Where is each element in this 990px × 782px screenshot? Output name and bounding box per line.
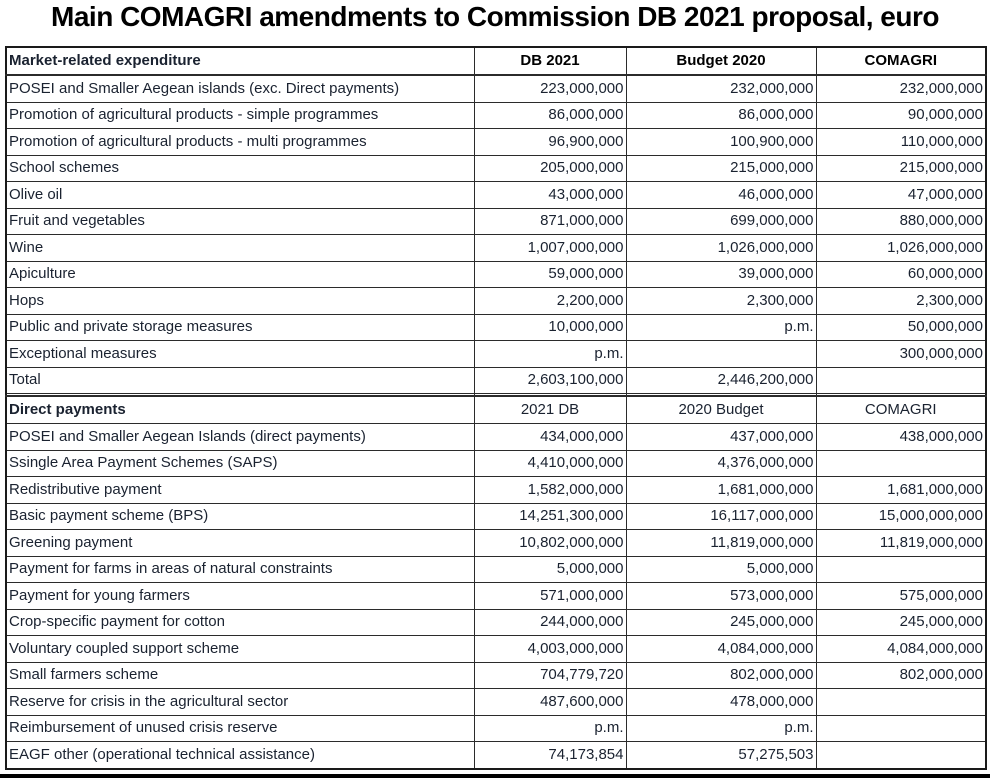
value-cell: 96,900,000: [474, 129, 626, 156]
row-label: Promotion of agricultural products - simple programmes: [6, 102, 474, 129]
value-cell: 2,446,200,000: [626, 367, 816, 394]
value-cell: 47,000,000: [816, 182, 986, 209]
row-label: Small farmers scheme: [6, 662, 474, 689]
value-cell: 5,000,000: [474, 556, 626, 583]
row-label: Olive oil: [6, 182, 474, 209]
value-cell: 46,000,000: [626, 182, 816, 209]
value-cell: 215,000,000: [816, 155, 986, 182]
page-title: Main COMAGRI amendments to Commission DB 2021 proposal, euro: [51, 1, 939, 32]
value-cell: 1,007,000,000: [474, 235, 626, 262]
value-cell: 478,000,000: [626, 689, 816, 716]
column-header: COMAGRI: [816, 47, 986, 75]
value-cell: 232,000,000: [816, 75, 986, 102]
table-row: [6, 609, 986, 636]
value-cell: 4,084,000,000: [816, 636, 986, 663]
value-cell: p.m.: [474, 341, 626, 368]
row-label: Payment for young farmers: [6, 583, 474, 610]
value-cell: 74,173,854: [474, 742, 626, 769]
value-cell: 487,600,000: [474, 689, 626, 716]
row-label: Reserve for crisis in the agricultural sector: [6, 689, 474, 716]
value-cell: 245,000,000: [816, 609, 986, 636]
value-cell: 802,000,000: [816, 662, 986, 689]
value-cell: 4,410,000,000: [474, 450, 626, 477]
value-cell: 571,000,000: [474, 583, 626, 610]
value-cell: 2,300,000: [816, 288, 986, 315]
table-row: [6, 182, 986, 209]
row-label: EAGF other (operational technical assistance): [6, 742, 474, 769]
row-label: Basic payment scheme (BPS): [6, 503, 474, 530]
table-row: [6, 288, 986, 315]
row-label: Ssingle Area Payment Schemes (SAPS): [6, 450, 474, 477]
row-label: Payment for farms in areas of natural constraints: [6, 556, 474, 583]
row-label: POSEI and Smaller Aegean islands (exc. Direct payments): [6, 75, 474, 102]
column-header: 2020 Budget: [626, 396, 816, 423]
value-cell: 11,819,000,000: [626, 530, 816, 557]
table-row: [6, 261, 986, 288]
table-row: [6, 424, 986, 451]
row-label: Redistributive payment: [6, 477, 474, 504]
table-row: [6, 742, 986, 769]
table-row: [6, 155, 986, 182]
row-label: Total: [6, 367, 474, 394]
value-cell: [816, 450, 986, 477]
value-cell: [816, 715, 986, 742]
row-label: Reimbursement of unused crisis reserve: [6, 715, 474, 742]
value-cell: 223,000,000: [474, 75, 626, 102]
value-cell: 14,251,300,000: [474, 503, 626, 530]
value-cell: 1,681,000,000: [816, 477, 986, 504]
value-cell: 802,000,000: [626, 662, 816, 689]
value-cell: p.m.: [626, 715, 816, 742]
row-label: Fruit and vegetables: [6, 208, 474, 235]
value-cell: 245,000,000: [626, 609, 816, 636]
value-cell: 232,000,000: [626, 75, 816, 102]
row-label: Greening payment: [6, 530, 474, 557]
value-cell: [816, 556, 986, 583]
column-header: DB 2021: [474, 47, 626, 75]
table-row: [6, 662, 986, 689]
column-header: COMAGRI: [816, 396, 986, 423]
value-cell: [626, 341, 816, 368]
value-cell: 434,000,000: [474, 424, 626, 451]
value-cell: 205,000,000: [474, 155, 626, 182]
row-label: Hops: [6, 288, 474, 315]
table-row: [6, 689, 986, 716]
value-cell: 10,000,000: [474, 314, 626, 341]
value-cell: 437,000,000: [626, 424, 816, 451]
value-cell: [816, 367, 986, 394]
section-label: Market-related expenditure: [6, 47, 474, 75]
table-row: [6, 367, 986, 394]
value-cell: 438,000,000: [816, 424, 986, 451]
value-cell: 2,200,000: [474, 288, 626, 315]
value-cell: 300,000,000: [816, 341, 986, 368]
value-cell: 16,117,000,000: [626, 503, 816, 530]
value-cell: p.m.: [474, 715, 626, 742]
row-label: School schemes: [6, 155, 474, 182]
value-cell: 1,582,000,000: [474, 477, 626, 504]
budget-table: [5, 46, 987, 770]
table-row: [6, 129, 986, 156]
row-label: Public and private storage measures: [6, 314, 474, 341]
value-cell: p.m.: [626, 314, 816, 341]
value-cell: 575,000,000: [816, 583, 986, 610]
table-row: [6, 341, 986, 368]
value-cell: 4,376,000,000: [626, 450, 816, 477]
value-cell: 60,000,000: [816, 261, 986, 288]
row-label: Apiculture: [6, 261, 474, 288]
value-cell: 43,000,000: [474, 182, 626, 209]
table-row: [6, 314, 986, 341]
budget-table-body: [6, 47, 986, 769]
table-row: [6, 235, 986, 262]
value-cell: 86,000,000: [626, 102, 816, 129]
value-cell: 10,802,000,000: [474, 530, 626, 557]
value-cell: 215,000,000: [626, 155, 816, 182]
row-label: Crop-specific payment for cotton: [6, 609, 474, 636]
value-cell: 704,779,720: [474, 662, 626, 689]
table-row: [6, 530, 986, 557]
table-row: [6, 75, 986, 102]
row-label: Promotion of agricultural products - multi programmes: [6, 129, 474, 156]
value-cell: 90,000,000: [816, 102, 986, 129]
table-row: [6, 477, 986, 504]
value-cell: 11,819,000,000: [816, 530, 986, 557]
value-cell: 1,026,000,000: [816, 235, 986, 262]
value-cell: 573,000,000: [626, 583, 816, 610]
value-cell: 5,000,000: [626, 556, 816, 583]
value-cell: 4,084,000,000: [626, 636, 816, 663]
table-row: [6, 636, 986, 663]
row-label: Wine: [6, 235, 474, 262]
value-cell: 15,000,000,000: [816, 503, 986, 530]
value-cell: 1,026,000,000: [626, 235, 816, 262]
table-row: [6, 715, 986, 742]
column-header: Budget 2020: [626, 47, 816, 75]
value-cell: 2,300,000: [626, 288, 816, 315]
table-row: [6, 556, 986, 583]
value-cell: 4,003,000,000: [474, 636, 626, 663]
row-label: Exceptional measures: [6, 341, 474, 368]
value-cell: 86,000,000: [474, 102, 626, 129]
value-cell: 699,000,000: [626, 208, 816, 235]
table-row: [6, 503, 986, 530]
value-cell: 1,681,000,000: [626, 477, 816, 504]
value-cell: [816, 689, 986, 716]
row-label: POSEI and Smaller Aegean Islands (direct payments): [6, 424, 474, 451]
section-label: Direct payments: [6, 396, 474, 423]
value-cell: 244,000,000: [474, 609, 626, 636]
table-row: [6, 583, 986, 610]
column-header: 2021 DB: [474, 396, 626, 423]
table-row: [6, 102, 986, 129]
value-cell: 110,000,000: [816, 129, 986, 156]
value-cell: 2,603,100,000: [474, 367, 626, 394]
value-cell: 871,000,000: [474, 208, 626, 235]
table-row: [6, 450, 986, 477]
value-cell: 100,900,000: [626, 129, 816, 156]
value-cell: 57,275,503: [626, 742, 816, 769]
bottom-rule: [0, 774, 990, 778]
row-label: Voluntary coupled support scheme: [6, 636, 474, 663]
value-cell: 59,000,000: [474, 261, 626, 288]
value-cell: 39,000,000: [626, 261, 816, 288]
value-cell: 880,000,000: [816, 208, 986, 235]
value-cell: [816, 742, 986, 769]
value-cell: 50,000,000: [816, 314, 986, 341]
section-header-row: [6, 47, 986, 75]
section-header-row: [6, 396, 986, 423]
table-row: [6, 208, 986, 235]
